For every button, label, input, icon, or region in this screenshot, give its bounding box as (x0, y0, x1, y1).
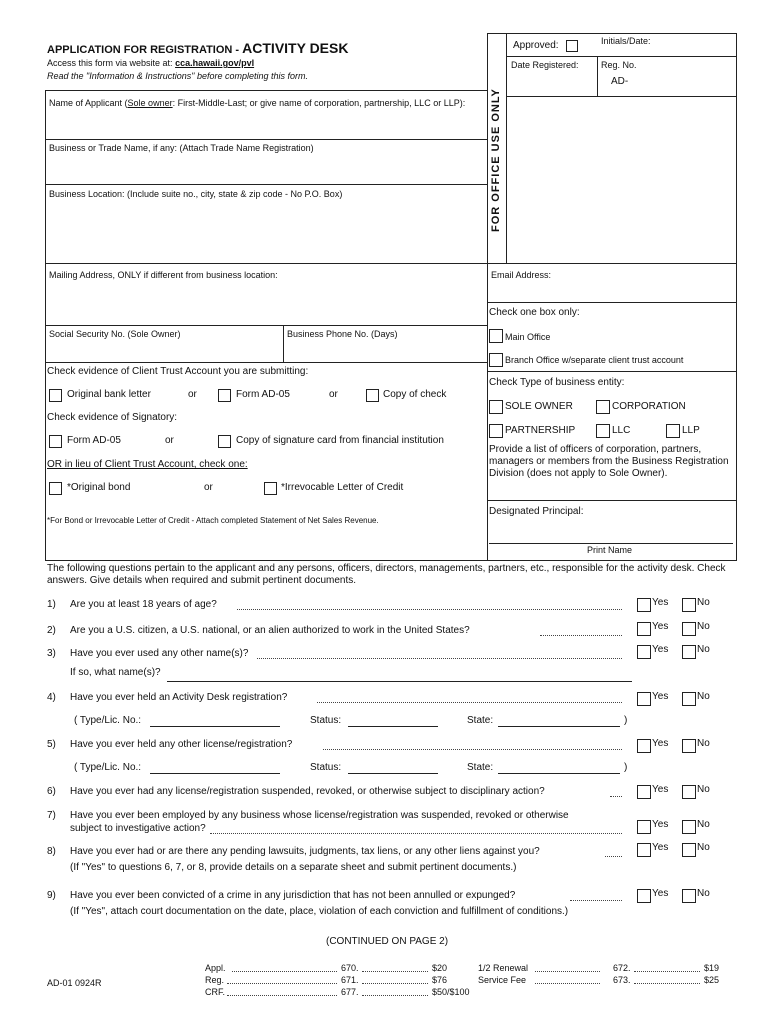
yes-checkbox[interactable] (637, 843, 651, 857)
yes-checkbox[interactable] (637, 598, 651, 612)
fee-amount: $19 (704, 963, 720, 973)
access-line: Access this form via website at: cca.hawaii.gov/pvl (47, 58, 255, 68)
yes-label: Yes (652, 888, 669, 899)
leader-dots (237, 609, 622, 610)
fee-amount: $76 (432, 975, 448, 985)
leader-dots (257, 658, 622, 659)
leader-dots (570, 900, 622, 901)
sole-owner-checkbox[interactable] (489, 400, 503, 414)
designated-principal-input[interactable] (489, 520, 733, 542)
reg-no-label: Reg. No. (601, 60, 637, 70)
main-office-checkbox[interactable] (489, 329, 503, 343)
yes-checkbox[interactable] (637, 622, 651, 636)
original-bond-label: *Original bond (67, 482, 131, 493)
applicant-name-input[interactable] (46, 110, 486, 138)
yes-checkbox[interactable] (637, 785, 651, 799)
yes-checkbox[interactable] (637, 820, 651, 834)
applicant-name-label: Name of Applicant (Sole owner: First-Middle-Last; or give name of corporation, partnership, LLC or LLP): (49, 98, 466, 108)
branch-office-label: Branch Office w/separate client trust account (505, 355, 684, 365)
yes-label: Yes (652, 819, 669, 830)
or-text: or (329, 389, 338, 400)
no-label: No (697, 621, 710, 632)
question-subtext: (If "Yes" to questions 6, 7, or 8, provide details on a separate sheet and submit pertinent documents.) (70, 862, 517, 873)
irrevocable-loc-checkbox[interactable] (264, 482, 277, 495)
no-checkbox[interactable] (682, 785, 696, 799)
leader-dots (605, 856, 622, 857)
question-text: Have you ever held any other license/registration? (70, 739, 293, 750)
fee-label: Service Fee (478, 975, 527, 985)
bond-note: *For Bond or Irrevocable Letter of Credit - Attach completed Statement of Net Sales Revenue. (47, 516, 379, 525)
state-label: State: (467, 715, 494, 726)
question-number: 3) (47, 648, 56, 659)
sig-card-checkbox[interactable] (218, 435, 231, 448)
no-label: No (697, 644, 710, 655)
leader-dots (634, 983, 700, 984)
leader-dots (232, 971, 337, 972)
fee-code: 677. (341, 987, 359, 997)
bank-letter-checkbox[interactable] (49, 389, 62, 402)
type-lic-input[interactable] (150, 773, 280, 774)
continued-note: (CONTINUED ON PAGE 2) (326, 936, 449, 947)
no-label: No (697, 784, 710, 795)
fee-code: 671. (341, 975, 359, 985)
ssn-input[interactable] (46, 341, 282, 361)
status-input[interactable] (348, 773, 438, 774)
form-ad05-label: Form AD-05 (236, 389, 290, 400)
irrevocable-loc-label: *Irrevocable Letter of Credit (281, 482, 404, 493)
fee-code: 672. (613, 963, 631, 973)
no-label: No (697, 888, 710, 899)
status-input[interactable] (348, 726, 438, 727)
bank-letter-label: Original bank letter (67, 389, 151, 400)
ssn-label: Social Security No. (Sole Owner) (49, 329, 181, 339)
or-text: or (188, 389, 197, 400)
question-text: Have you ever had any license/registration suspended, revoked, or otherwise subject to disciplinary action? (70, 786, 545, 797)
email-label: Email Address: (491, 270, 552, 280)
corporation-checkbox[interactable] (596, 400, 610, 414)
leader-dots (362, 983, 428, 984)
no-label: No (697, 819, 710, 830)
leader-dots (227, 983, 337, 984)
type-lic-label: ( Type/Lic. No.: (74, 762, 142, 773)
question-text: Have you ever used any other name(s)? (70, 648, 249, 659)
main-office-label: Main Office (505, 332, 551, 342)
phone-input[interactable] (284, 341, 486, 361)
other-names-input[interactable] (167, 681, 632, 682)
questions-intro: The following questions pertain to the applicant and any persons, officers, directors, managements, partners, etc., responsible for the activity desk. Check answers. Give details when required and submit pertinent documents. (47, 563, 726, 586)
question-number: 1) (47, 599, 56, 610)
llp-label: LLP (682, 425, 700, 436)
fee-amount: $25 (704, 975, 720, 985)
copy-of-check-label: Copy of check (383, 389, 447, 400)
in-lieu-heading: OR in lieu of Client Trust Account, check one: (47, 459, 248, 470)
fee-label: 1/2 Renewal (478, 963, 529, 973)
no-checkbox[interactable] (682, 598, 696, 612)
no-checkbox[interactable] (682, 739, 696, 753)
leader-dots (323, 749, 623, 750)
question-text: Are you at least 18 years of age? (70, 599, 217, 610)
question-text-continued: subject to investigative action? (70, 823, 206, 834)
question-number: 7) (47, 810, 56, 821)
leader-dots (535, 971, 600, 972)
no-checkbox[interactable] (682, 843, 696, 857)
no-checkbox[interactable] (682, 645, 696, 659)
type-lic-label: ( Type/Lic. No.: (74, 715, 142, 726)
yes-label: Yes (652, 621, 669, 632)
mailing-address-input[interactable] (46, 282, 486, 324)
check-one-label: Check one box only: (489, 307, 580, 318)
question-text: Have you ever been employed by any business whose license/registration was suspended, revoked or otherwise (70, 810, 569, 821)
date-registered-label: Date Registered: (511, 60, 579, 70)
yes-checkbox[interactable] (637, 692, 651, 706)
partnership-label: PARTNERSHIP (505, 425, 576, 436)
question-text: Are you a U.S. citizen, a U.S. national, or an alien authorized to work in the United States? (70, 625, 470, 636)
fee-label: CRF. (205, 987, 225, 997)
question-text: Have you ever held an Activity Desk registration? (70, 692, 288, 703)
branch-office-checkbox[interactable] (489, 353, 503, 367)
no-checkbox[interactable] (682, 622, 696, 636)
fee-amount: $50/$100 (432, 987, 470, 997)
entity-type-label: Check Type of business entity: (489, 377, 625, 388)
fee-amount: $20 (432, 963, 448, 973)
business-name-input[interactable] (46, 155, 486, 183)
yes-label: Yes (652, 644, 669, 655)
no-label: No (697, 738, 710, 749)
leader-dots (540, 635, 622, 636)
leader-dots (362, 971, 428, 972)
status-label: Status: (310, 715, 342, 726)
sig-card-label: Copy of signature card from financial institution (236, 435, 444, 446)
yes-checkbox[interactable] (637, 889, 651, 903)
print-name-label: Print Name (587, 545, 633, 555)
question-number: 4) (47, 692, 56, 703)
initials-date-label: Initials/Date: (601, 36, 651, 46)
leader-dots (634, 971, 700, 972)
no-label: No (697, 597, 710, 608)
state-input[interactable] (498, 773, 620, 774)
question-number: 6) (47, 786, 56, 797)
yes-label: Yes (652, 691, 669, 702)
leader-dots (535, 983, 600, 984)
leader-dots (362, 995, 428, 996)
officers-note: Provide a list of officers of corporation, partners, managers or members from the Business Registration Division (does not apply to Sole Owner). (489, 444, 729, 479)
yes-label: Yes (652, 597, 669, 608)
state-label: State: (467, 762, 494, 773)
phone-label: Business Phone No. (Days) (287, 329, 398, 339)
original-bond-checkbox[interactable] (49, 482, 62, 495)
question-text: Have you ever been convicted of a crime in any jurisdiction that has not been annulled or expunged? (70, 890, 516, 901)
trust-heading: Check evidence of Client Trust Account you are submitting: (47, 366, 309, 377)
form-title: APPLICATION FOR REGISTRATION - ACTIVITY DESK (47, 40, 349, 56)
reg-prefix: AD- (611, 76, 629, 87)
partnership-checkbox[interactable] (489, 424, 503, 438)
no-label: No (697, 691, 710, 702)
office-use-label: FOR OFFICE USE ONLY (490, 88, 502, 232)
llc-label: LLC (612, 425, 631, 436)
fee-label: Appl. (205, 963, 226, 973)
no-checkbox[interactable] (682, 820, 696, 834)
or-text: or (165, 435, 174, 446)
approved-checkbox[interactable] (566, 40, 578, 52)
copy-of-check-checkbox[interactable] (366, 389, 379, 402)
form-id: AD-01 0924R (47, 978, 102, 988)
form-ad05-checkbox[interactable] (218, 389, 231, 402)
business-location-input[interactable] (46, 201, 486, 261)
status-label: Status: (310, 762, 342, 773)
business-location-label: Business Location: (Include suite no., city, state & zip code - No P.O. Box) (49, 189, 343, 199)
llp-checkbox[interactable] (666, 424, 680, 438)
sole-owner-label: SOLE OWNER (505, 401, 573, 412)
read-instructions-note: Read the "Information & Instructions" before completing this form. (47, 71, 309, 81)
mailing-address-label: Mailing Address, ONLY if different from business location: (49, 270, 278, 280)
business-name-label: Business or Trade Name, if any: (Attach Trade Name Registration) (49, 143, 314, 153)
fee-label: Reg. (205, 975, 225, 985)
signatory-ad05-checkbox[interactable] (49, 435, 62, 448)
corporation-label: CORPORATION (612, 401, 686, 412)
question-subtext: If so, what name(s)? (70, 667, 161, 678)
yes-label: Yes (652, 738, 669, 749)
state-input[interactable] (498, 726, 620, 727)
or-text: or (204, 482, 213, 493)
question-text: Have you ever had or are there any pending lawsuits, judgments, tax liens, or any other liens against you? (70, 846, 540, 857)
question-number: 8) (47, 846, 56, 857)
email-input[interactable] (488, 282, 735, 301)
close-paren: ) (624, 762, 628, 773)
fee-code: 673. (613, 975, 631, 985)
question-number: 9) (47, 890, 56, 901)
question-subtext: (If "Yes", attach court documentation on the date, place, violation of each conviction and fulfillment of conditions.) (70, 906, 569, 917)
close-paren: ) (624, 715, 628, 726)
no-checkbox[interactable] (682, 889, 696, 903)
no-label: No (697, 842, 710, 853)
signatory-ad05-label: Form AD-05 (67, 435, 121, 446)
signatory-heading: Check evidence of Signatory: (47, 412, 178, 423)
question-number: 2) (47, 625, 56, 636)
fee-code: 670. (341, 963, 359, 973)
yes-checkbox[interactable] (637, 739, 651, 753)
approved-label: Approved: (513, 40, 559, 51)
leader-dots (227, 995, 337, 996)
no-checkbox[interactable] (682, 692, 696, 706)
leader-dots (210, 833, 622, 834)
website-link[interactable]: cca.hawaii.gov/pvl (175, 58, 255, 68)
type-lic-input[interactable] (150, 726, 280, 727)
leader-dots (610, 796, 622, 797)
leader-dots (317, 702, 622, 703)
designated-principal-label: Designated Principal: (489, 506, 584, 517)
yes-label: Yes (652, 784, 669, 795)
llc-checkbox[interactable] (596, 424, 610, 438)
question-number: 5) (47, 739, 56, 750)
yes-label: Yes (652, 842, 669, 853)
yes-checkbox[interactable] (637, 645, 651, 659)
